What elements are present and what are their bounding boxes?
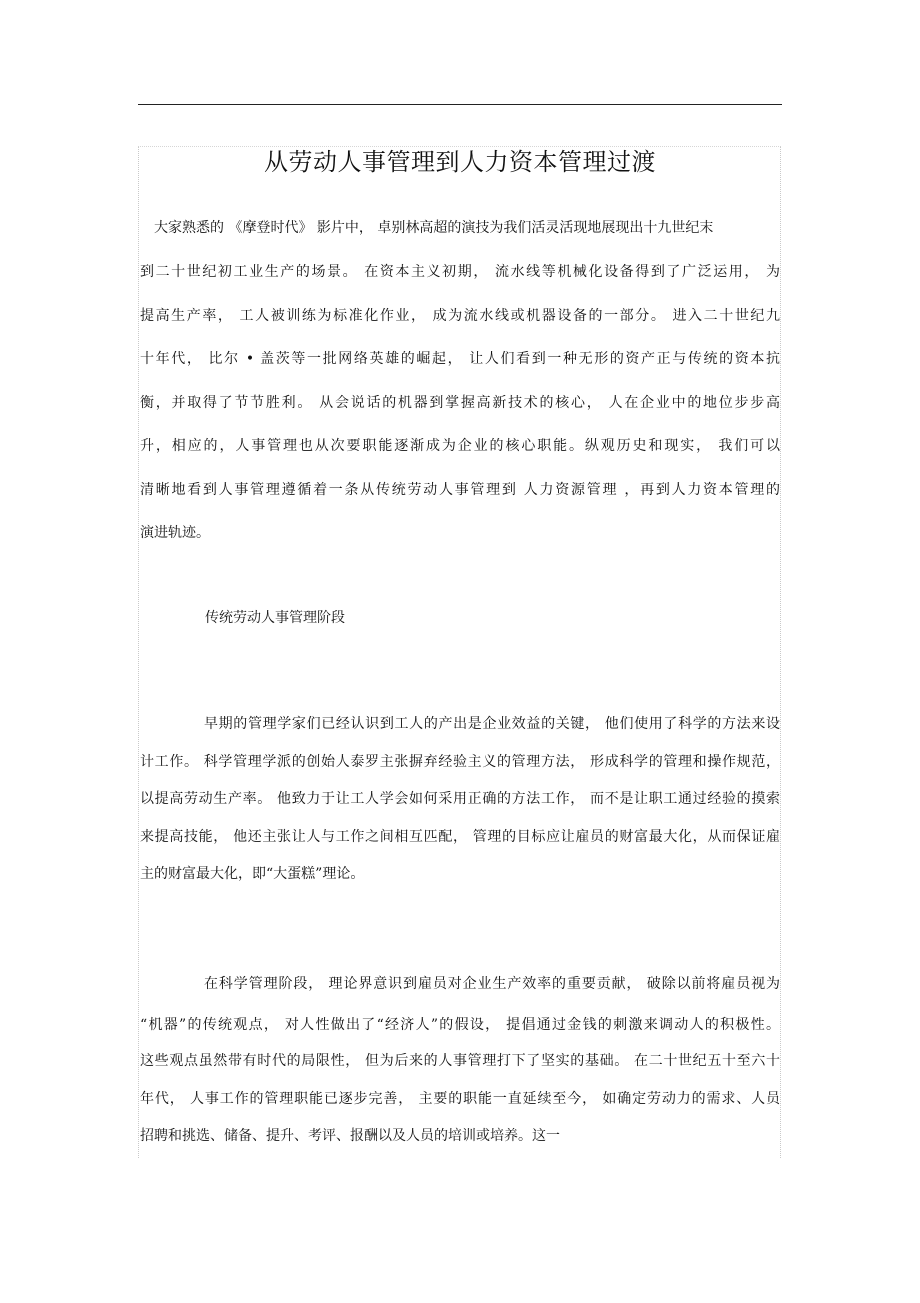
intro-line-2: 到二十世纪初工业生产的场景。 在资本主义初期， 流水线等机械化设备得到了广泛运用， 为 (140, 264, 780, 280)
intro-line-4: 十年代， 比尔 • 盖茨等一批网络英雄的崛起， 让人们看到一种无形的资产正与传统的资本抗 (140, 351, 780, 367)
paragraph1-line-5: 主的财富最大化，即“大蛋糕”理论。 (140, 866, 365, 882)
paragraph2-line-4: 年代， 人事工作的管理职能已逐步完善， 主要的职能一直延续至今， 如确定劳动力的需求、人员 (140, 1091, 780, 1107)
section-heading: 传统劳动人事管理阶段 (205, 610, 345, 626)
intro-line-3: 提高生产率， 工人被训练为标准化作业， 成为流水线或机器设备的一部分。 进入二十世纪九 (140, 308, 780, 324)
paragraph1-line-1: 早期的管理学家们已经认识到工人的产出是企业效益的关键， 他们使用了科学的方法来设 (204, 716, 780, 732)
content-frame (138, 146, 781, 1158)
header-rule (138, 104, 782, 105)
paragraph2-line-3: 这些观点虽然带有时代的局限性， 但为后来的人事管理打下了坚实的基础。 在二十世纪五十至六十 (140, 1053, 780, 1069)
paragraph2-line-2: “机器”的传统观点， 对人性做出了“经济人”的假设， 提倡通过金钱的刺激来调动人的积极性。 (140, 1017, 780, 1033)
paragraph2-line-1: 在科学管理阶段， 理论界意识到雇员对企业生产效率的重要贡献， 破除以前将雇员视为 (204, 976, 780, 992)
intro-line-6: 升，相应的，人事管理也从次要职能逐渐成为企业的核心职能。纵观历史和现实， 我们可以 (140, 438, 780, 454)
paragraph1-line-3: 以提高劳动生产率。 他致力于让工人学会如何采用正确的方法工作， 而不是让职工通过经验的摸索 (140, 791, 780, 807)
intro-line-7: 清晰地看到人事管理遵循着一条从传统劳动人事管理到 人力资源管理 ，再到人力资本管理的 (140, 482, 780, 498)
intro-line-5: 衡，并取得了节节胜利。 从会说话的机器到掌握高新技术的核心， 人在企业中的地位步步高 (140, 395, 780, 411)
document-title: 从劳动人事管理到人力资本管理过渡 (264, 148, 656, 176)
paragraph1-line-2: 计工作。 科学管理学派的创始人泰罗主张摒弃经验主义的管理方法， 形成科学的管理和操作规范， (140, 754, 780, 770)
intro-line-1: 大家熟悉的 《摩登时代》 影片中， 卓别林高超的演技为我们活灵活现地展现出十九世纪末 (154, 220, 714, 236)
intro-line-8: 演进轨迹。 (140, 525, 210, 541)
paragraph1-line-4: 来提高技能， 他还主张让人与工作之间相互匹配， 管理的目标应让雇员的财富最大化，从而保证雇 (140, 829, 780, 845)
paragraph2-line-5: 招聘和挑选、储备、提升、考评、报酬以及人员的培训或培养。这一 (140, 1128, 560, 1144)
